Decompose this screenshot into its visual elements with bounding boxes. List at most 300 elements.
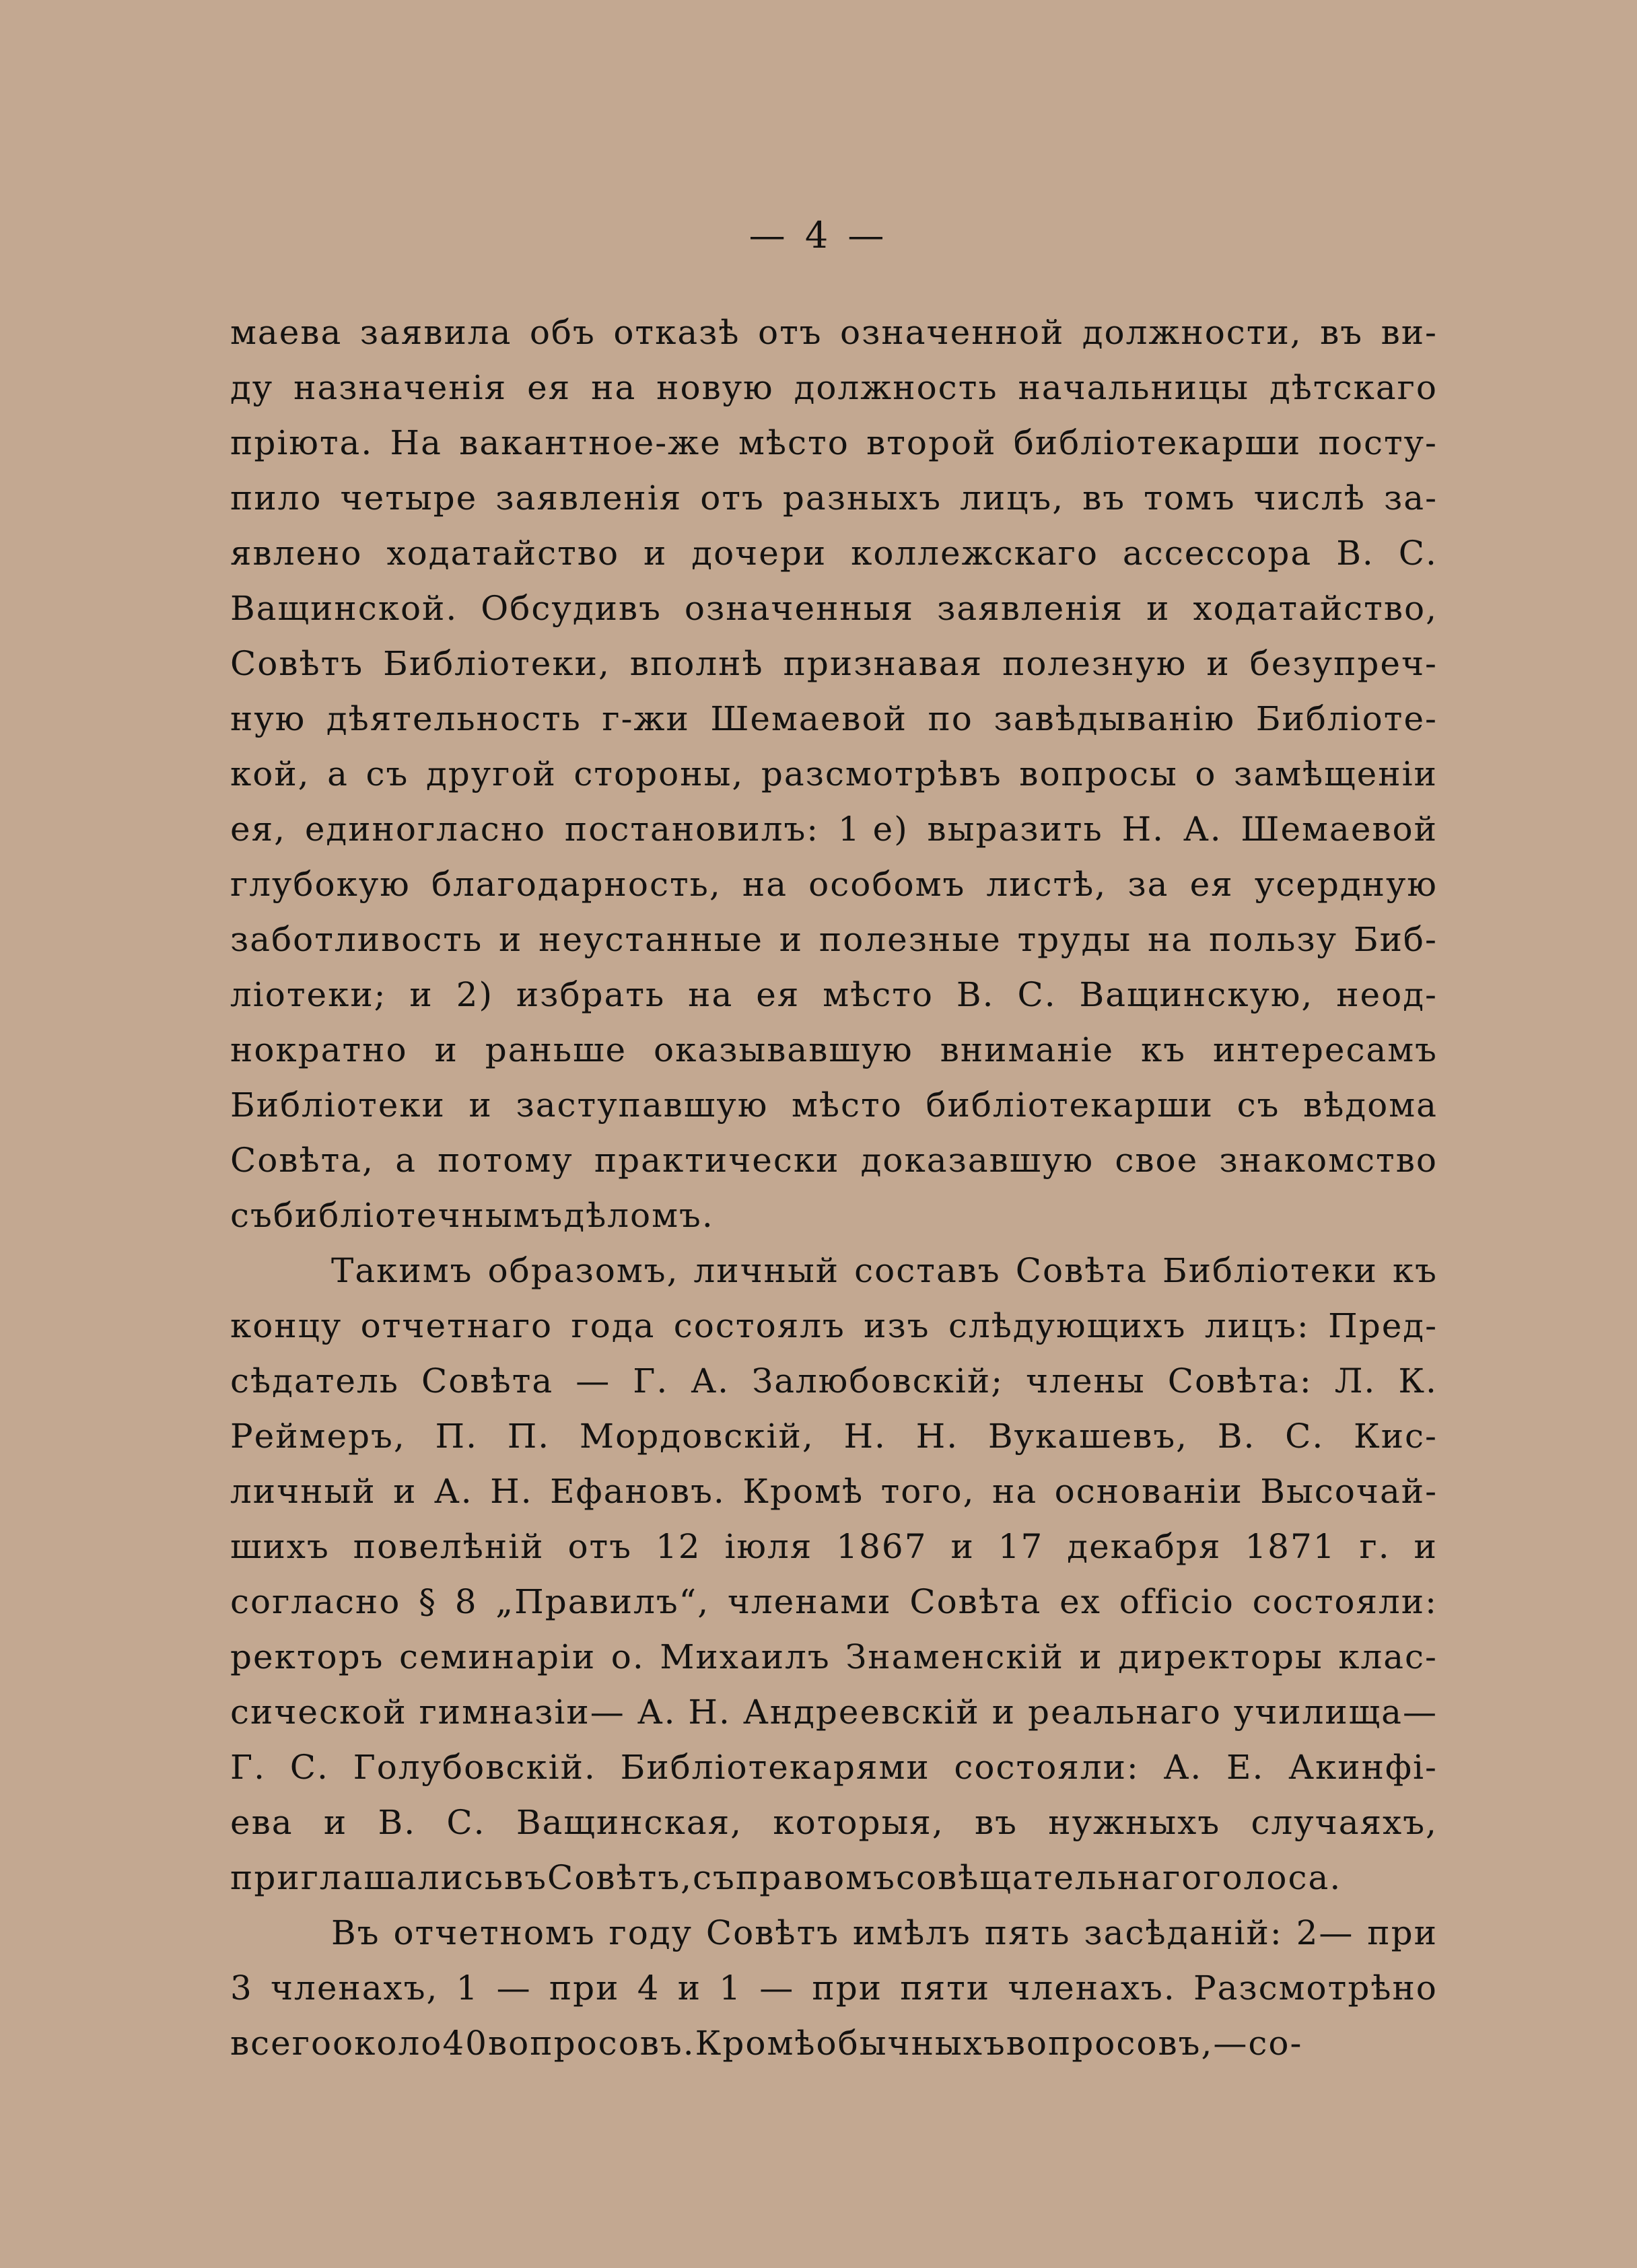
word: Михаилъ <box>660 1637 831 1676</box>
word: знакомство <box>1219 1141 1438 1180</box>
page-number: — 4 — <box>748 214 889 256</box>
word: officio <box>1119 1582 1234 1621</box>
text-line <box>230 1905 1438 1960</box>
word: Библіотеки <box>230 1086 446 1125</box>
text-line <box>230 1740 1438 1795</box>
word: заявленія <box>937 589 1124 628</box>
word: и <box>1206 644 1230 683</box>
word: члены <box>1026 1361 1146 1401</box>
word: В. <box>1217 1417 1256 1456</box>
word: завѣдыванію <box>994 699 1236 738</box>
word: — <box>576 1361 611 1401</box>
text-line <box>230 912 1438 967</box>
word: мѣсто <box>823 975 934 1014</box>
word: имѣлъ <box>852 1913 971 1952</box>
word: и <box>393 1472 417 1511</box>
word: и <box>677 1969 702 2008</box>
word: при <box>549 1969 620 2008</box>
word: пяти <box>900 1969 991 2008</box>
word: пять <box>984 1913 1071 1952</box>
word: разсмотрѣвъ <box>761 754 1002 793</box>
word: г. <box>1359 1527 1391 1566</box>
text-line <box>230 1685 1438 1740</box>
word: мѣсто <box>738 423 849 462</box>
word: около <box>333 2024 443 2063</box>
word: Вукашевъ, <box>987 1417 1189 1456</box>
word: ліотеки; <box>230 975 387 1014</box>
word: благодарность, <box>431 865 722 904</box>
word: С. <box>1017 975 1057 1014</box>
word: другой <box>425 754 557 793</box>
word: пользу <box>1208 920 1338 959</box>
word: полезные <box>818 920 1002 959</box>
word: С. <box>1398 534 1438 573</box>
word: и <box>498 920 523 959</box>
word: Совѣта <box>421 1361 554 1401</box>
word: состоялъ <box>673 1306 845 1345</box>
text-line <box>230 305 1438 360</box>
word: выразить <box>927 810 1103 849</box>
word: къ <box>1141 1030 1187 1069</box>
word: обычныхъ <box>816 2024 1006 2063</box>
text-line <box>230 746 1438 802</box>
word: того, <box>880 1472 975 1511</box>
word: училища— <box>1233 1693 1438 1732</box>
word: четыре <box>340 479 478 518</box>
word: заявила <box>359 313 512 352</box>
word: мѣсто <box>792 1086 903 1125</box>
word: замѣщеніи <box>1234 754 1438 793</box>
paragraph <box>230 1905 1438 2071</box>
word: особомъ <box>808 865 966 904</box>
word: Ващинскую, <box>1079 975 1314 1014</box>
text-line <box>230 1133 1438 1188</box>
word: дочери <box>691 534 827 573</box>
word: безупреч- <box>1249 644 1438 683</box>
word: Залюбовскій; <box>752 1361 1004 1401</box>
word: нократно <box>230 1030 408 1069</box>
word: „Правилъ“, <box>495 1582 710 1621</box>
word: Совѣтъ <box>705 1913 840 1952</box>
word: заступавшую <box>516 1086 769 1125</box>
word: о <box>1195 754 1217 793</box>
word: библіотекарши <box>1013 423 1302 462</box>
word: съ <box>230 1196 273 1235</box>
word: съ <box>1237 1086 1280 1125</box>
text-line <box>230 2016 1438 2071</box>
word: отчетномъ <box>393 1913 596 1952</box>
word: директоры <box>1118 1637 1323 1676</box>
word: къ <box>1392 1251 1438 1290</box>
word: ея <box>1189 865 1234 904</box>
word: а <box>395 1141 417 1180</box>
word: и <box>991 1693 1016 1732</box>
word: и <box>468 1086 493 1125</box>
word: Акинфі- <box>1288 1748 1438 1787</box>
word: 1 <box>456 1969 479 2008</box>
word: вопросовъ,—со- <box>1006 2024 1303 2063</box>
word: Знаменскій <box>845 1637 1064 1676</box>
word: 1867 <box>836 1527 928 1566</box>
word: На <box>390 423 442 462</box>
text-line <box>230 360 1438 415</box>
paragraph <box>230 1243 1438 1905</box>
word: слѣдующихъ <box>948 1306 1187 1345</box>
word: П. <box>507 1417 551 1456</box>
word: въ <box>1320 313 1364 352</box>
word: раньше <box>485 1030 627 1069</box>
word: Шемаевой <box>710 699 907 738</box>
word: Мордовскій, <box>579 1417 814 1456</box>
word: въ <box>504 1858 548 1897</box>
word: 1871 <box>1245 1527 1336 1566</box>
word: и <box>323 1803 348 1842</box>
word: единогласно <box>304 810 547 849</box>
word: Реймеръ, <box>230 1417 406 1456</box>
word: составъ <box>854 1251 1001 1290</box>
word: Ефановъ. <box>550 1472 726 1511</box>
word: оказывавшую <box>654 1030 913 1069</box>
word: заявленія <box>495 479 683 518</box>
text-line <box>230 1464 1438 1519</box>
word: и <box>950 1527 975 1566</box>
text-line <box>230 1850 1438 1905</box>
text-line <box>230 857 1438 912</box>
word: должности, <box>1082 313 1302 352</box>
text-line <box>230 1574 1438 1629</box>
word: А. <box>1183 810 1222 849</box>
word: 1 <box>719 1969 742 2008</box>
word: усердную <box>1254 865 1438 904</box>
word: Н. <box>843 1417 886 1456</box>
word: Кромѣ <box>695 2024 816 2063</box>
word: назначенія <box>293 368 508 407</box>
word: клас- <box>1338 1637 1438 1676</box>
word: А. <box>1163 1748 1203 1787</box>
word: Н. <box>1121 810 1165 849</box>
word: на <box>742 865 788 904</box>
word: семинаріи <box>398 1637 596 1676</box>
word: концу <box>230 1306 343 1345</box>
word: ную <box>230 699 306 738</box>
word: потому <box>438 1141 573 1180</box>
body-text <box>230 305 1438 2071</box>
text-line <box>230 415 1438 470</box>
word: изъ <box>864 1306 930 1345</box>
word: 2) <box>456 975 493 1014</box>
text-line <box>230 967 1438 1022</box>
word: ректоръ <box>230 1637 384 1676</box>
word: Ващинская, <box>516 1803 743 1842</box>
word: г-жи <box>602 699 690 738</box>
word: § <box>419 1582 438 1621</box>
word: Совѣта, <box>230 1141 375 1180</box>
word: — <box>759 1969 795 2008</box>
word: Кис- <box>1354 1417 1438 1456</box>
word: П. <box>435 1417 478 1456</box>
word: С. <box>446 1803 486 1842</box>
word: ви- <box>1381 313 1438 352</box>
text-line <box>230 636 1438 691</box>
word: и <box>1414 1527 1438 1566</box>
text-line <box>230 1353 1438 1409</box>
word: вниманіе <box>940 1030 1115 1069</box>
word: С. <box>1285 1417 1325 1456</box>
word: шихъ <box>230 1527 330 1566</box>
word: должность <box>794 368 998 407</box>
word: начальницы <box>1018 368 1250 407</box>
word: вопросы <box>1019 754 1178 793</box>
word: ходатайство, <box>1193 589 1438 628</box>
word: декабря <box>1067 1527 1222 1566</box>
word: членахъ. <box>1008 1969 1176 2008</box>
word: отъ <box>700 479 765 518</box>
word: неустанные <box>538 920 763 959</box>
word: Въ <box>331 1913 380 1952</box>
word: избрать <box>516 975 666 1014</box>
word: Шемаевой <box>1241 810 1438 849</box>
word: іюля <box>724 1527 813 1566</box>
word: А. <box>433 1472 473 1511</box>
word: Такимъ <box>331 1251 473 1290</box>
word: совѣщательнаго <box>895 1858 1204 1897</box>
text-line <box>230 1022 1438 1077</box>
word: Разсмотрѣно <box>1193 1969 1438 2008</box>
word: кой, <box>230 754 310 793</box>
text-line <box>230 470 1438 526</box>
word: въ <box>1082 479 1126 518</box>
word: В. <box>378 1803 417 1842</box>
word: интересамъ <box>1212 1030 1438 1069</box>
word: К. <box>1398 1361 1438 1401</box>
word: библіотекарши <box>926 1086 1214 1125</box>
word: на <box>591 368 637 407</box>
word: Биб- <box>1353 920 1438 959</box>
word: нужныхъ <box>1048 1803 1221 1842</box>
word: Н. <box>490 1472 533 1511</box>
word: ходатайство <box>386 534 620 573</box>
word: по <box>928 699 973 738</box>
word: 3 <box>230 1969 253 2008</box>
word: 12 <box>655 1527 701 1566</box>
word: съ <box>693 1858 736 1897</box>
word: Обсудивъ <box>481 589 662 628</box>
word: отъ <box>567 1527 633 1566</box>
word: дѣятельность <box>326 699 582 738</box>
word: С. <box>289 1748 329 1787</box>
word: случаяхъ, <box>1251 1803 1438 1842</box>
word: Совѣтъ, <box>547 1858 693 1897</box>
word: отчетнаго <box>360 1306 553 1345</box>
word: Высочай- <box>1260 1472 1438 1511</box>
word: 4 <box>637 1969 660 2008</box>
word: явлено <box>230 534 363 573</box>
word: ду <box>230 368 274 407</box>
word: за- <box>1383 479 1438 518</box>
word: объ <box>529 313 596 352</box>
text-line <box>230 1960 1438 2016</box>
word: на <box>992 1472 1038 1511</box>
word: Л. <box>1334 1361 1377 1401</box>
word: — <box>496 1969 532 2008</box>
word: Совѣта <box>909 1582 1042 1621</box>
word: членахъ, <box>271 1969 439 2008</box>
word: пило <box>230 479 322 518</box>
word: вопросовъ. <box>488 2024 695 2063</box>
word: разныхъ <box>782 479 942 518</box>
word: въ <box>975 1803 1018 1842</box>
word: пріюта. <box>230 423 374 462</box>
word: года <box>571 1306 656 1345</box>
word: 40 <box>442 2024 488 2063</box>
word: маева <box>230 313 343 352</box>
word: личный <box>230 1472 376 1511</box>
word: ея, <box>230 810 287 849</box>
word: 2— <box>1296 1913 1354 1952</box>
word: томъ <box>1144 479 1236 518</box>
word: глубокую <box>230 865 411 904</box>
word: 1 е) <box>837 810 909 849</box>
paragraph <box>230 305 1438 1243</box>
word: Ващинской. <box>230 589 458 628</box>
word: образомъ, <box>487 1251 679 1290</box>
word: ассессора <box>1122 534 1313 573</box>
word: Пред- <box>1328 1306 1438 1345</box>
word: вѣдома <box>1303 1086 1438 1125</box>
word: а <box>327 754 349 793</box>
word: Библіоте- <box>1255 699 1438 738</box>
word: второй <box>866 423 997 462</box>
word: означенной <box>840 313 1065 352</box>
word: состояли: <box>1252 1582 1438 1621</box>
word: и <box>643 534 668 573</box>
word: отъ <box>758 313 823 352</box>
word: основаніи <box>1054 1472 1243 1511</box>
word: Библіотеки, <box>383 644 611 683</box>
word: Г. <box>230 1748 266 1787</box>
text-line <box>230 1243 1438 1298</box>
word: заботливость <box>230 920 483 959</box>
word: труды <box>1017 920 1132 959</box>
word: Совѣта <box>1015 1251 1148 1290</box>
word: отказѣ <box>613 313 740 352</box>
text-line <box>230 1795 1438 1850</box>
word: стороны, <box>573 754 744 793</box>
word: голоса. <box>1203 1858 1342 1897</box>
word: засѣданій: <box>1084 1913 1283 1952</box>
word: и <box>434 1030 458 1069</box>
word: состояли: <box>954 1748 1140 1787</box>
word: посту- <box>1318 423 1438 462</box>
word: на <box>688 975 734 1014</box>
word: новую <box>656 368 774 407</box>
word: которыя, <box>773 1803 944 1842</box>
word: ея <box>527 368 571 407</box>
word: свое <box>1115 1141 1199 1180</box>
word: практически <box>594 1141 840 1180</box>
word: Н. <box>915 1417 959 1456</box>
word: А. <box>637 1693 676 1732</box>
word: В. <box>956 975 995 1014</box>
word: неод- <box>1336 975 1438 1014</box>
word: сической <box>230 1693 407 1732</box>
word: вполнѣ <box>629 644 764 683</box>
word: ева <box>230 1803 293 1842</box>
word: Голубовскій. <box>353 1748 596 1787</box>
word: сѣдатель <box>230 1361 399 1401</box>
word: Совѣтъ <box>230 644 364 683</box>
word: членами <box>727 1582 892 1621</box>
text-line <box>230 691 1438 746</box>
word: дѣломъ. <box>563 1196 714 1235</box>
word: о. <box>611 1637 645 1676</box>
word: Е. <box>1226 1748 1265 1787</box>
word: В. <box>1336 534 1374 573</box>
word: коллежскаго <box>851 534 1099 573</box>
word: листѣ, <box>986 865 1107 904</box>
word: полезную <box>1002 644 1187 683</box>
word: гимназіи— <box>419 1693 625 1732</box>
word: при <box>1367 1913 1438 1952</box>
word: за <box>1127 865 1169 904</box>
word: согласно <box>230 1582 401 1621</box>
text-line <box>230 1629 1438 1685</box>
word: Кромѣ <box>742 1472 864 1511</box>
text-line <box>230 526 1438 581</box>
text-line <box>230 1519 1438 1574</box>
word: и <box>779 920 804 959</box>
word: ex <box>1059 1582 1101 1621</box>
text-line <box>230 581 1438 636</box>
word: лицъ: <box>1204 1306 1310 1345</box>
word: 8 <box>454 1582 478 1621</box>
word: году <box>608 1913 693 1952</box>
word: правомъ <box>735 1858 896 1897</box>
word: приглашались <box>230 1858 505 1897</box>
word: постановилъ: <box>564 810 820 849</box>
word: Библіотекарями <box>620 1748 930 1787</box>
word: числѣ <box>1253 479 1366 518</box>
word: реальнаго <box>1028 1693 1222 1732</box>
word: библіотечнымъ <box>273 1196 564 1235</box>
word: Г. <box>633 1361 669 1401</box>
word: и <box>1146 589 1171 628</box>
word: Н. <box>688 1693 731 1732</box>
text-line <box>230 1077 1438 1133</box>
word: означенныя <box>684 589 915 628</box>
word: всего <box>230 2024 333 2063</box>
word: 17 <box>998 1527 1044 1566</box>
word: повелѣній <box>353 1527 545 1566</box>
word: доказавшую <box>860 1141 1094 1180</box>
word: личный <box>693 1251 840 1290</box>
word: при <box>812 1969 883 2008</box>
word: на <box>1147 920 1193 959</box>
text-line <box>230 802 1438 857</box>
word: А. <box>691 1361 730 1401</box>
word: съ <box>365 754 409 793</box>
word: Совѣта: <box>1167 1361 1313 1401</box>
word: лицъ, <box>960 479 1065 518</box>
word: дѣтскаго <box>1269 368 1438 407</box>
word: и <box>409 975 433 1014</box>
word: и <box>1079 1637 1103 1676</box>
text-line <box>230 1409 1438 1464</box>
word: признавая <box>783 644 983 683</box>
word: ея <box>756 975 800 1014</box>
word: вакантное-же <box>459 423 722 462</box>
word: Библіотеки <box>1162 1251 1378 1290</box>
